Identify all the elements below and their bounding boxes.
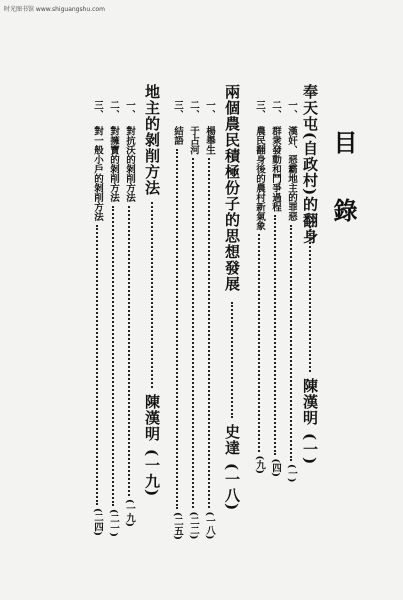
section-2-3-title: 結語: [172, 126, 183, 146]
section-1-2-num: 二、: [270, 100, 281, 119]
section-1-1-title: 漢奸、惡霸地主的罪惡: [286, 126, 297, 222]
chapter-2-leader: [231, 302, 233, 418]
section-3-3-page: (二四): [92, 507, 103, 536]
section-3-1-title: 對抗沃的剝削方法: [124, 126, 135, 203]
chapter-1-heading: [300, 84, 321, 465]
section-3-3: [90, 100, 104, 536]
chapter-1-page: (一): [301, 432, 319, 465]
section-3-1-num: 一、: [124, 100, 135, 119]
section-3-1-leader: [128, 206, 130, 496]
section-1-1-num: 一、: [286, 100, 297, 119]
chapter-1-title: 奉天屯(自政村)的翻身: [301, 84, 319, 245]
section-1-2: [268, 100, 282, 477]
section-3-1: [122, 100, 136, 527]
chapter-2-author: 史達: [223, 424, 241, 457]
section-1-1-leader: [290, 225, 292, 461]
section-1-2-title: 群衆發動和鬥爭過程: [270, 126, 281, 212]
section-3-3-num: 三、: [92, 100, 103, 119]
chapter-3-heading: [142, 84, 163, 497]
chapter-2-title: 兩個農民積極份子的思想發展: [223, 84, 241, 292]
section-2-2-leader: [192, 158, 194, 508]
section-1-1: [284, 100, 298, 482]
section-2-1-page: (一八): [204, 511, 215, 540]
chapter-2-page: (一八): [223, 462, 241, 511]
chapter-3-leader: [151, 202, 153, 388]
section-2-2-title: 于占河: [188, 126, 199, 155]
chapter-3-page: (一九): [143, 448, 161, 497]
section-2-2-page: (二二): [188, 511, 199, 540]
watermark: 时光图书馆 www.shiguangshu.com: [4, 6, 105, 13]
section-1-3-leader: [258, 234, 260, 452]
section-3-3-title: 對一般小戶的剝削方法: [92, 126, 103, 222]
section-2-3-num: 三、: [172, 100, 183, 119]
section-2-1: [202, 100, 216, 539]
section-1-3-title: 農民翻身後的農村新氣象: [254, 126, 265, 231]
section-1-2-page: (四): [270, 458, 281, 477]
section-2-3: [170, 100, 184, 540]
section-2-1-num: 一、: [204, 100, 215, 119]
section-3-2: [106, 100, 120, 537]
section-1-1-page: (一): [286, 463, 297, 483]
section-2-3-leader: [176, 149, 178, 509]
section-1-3: [252, 100, 266, 474]
section-3-2-page: (二一): [108, 508, 119, 537]
chapter-2-heading: [222, 84, 243, 511]
chapter-1-author: 陳漢明: [301, 378, 319, 427]
section-2-1-title: 楊舉生: [204, 126, 215, 155]
section-2-2-num: 二、: [188, 100, 199, 119]
section-2-3-page: (二五): [172, 511, 183, 540]
section-3-2-title: 對擁寶的剝削方法: [108, 126, 119, 203]
section-3-1-page: (一九): [124, 498, 135, 527]
page-title: 目錄: [329, 130, 358, 266]
section-1-2-leader: [274, 215, 276, 455]
chapter-1-leader: [309, 222, 311, 372]
chapter-3-title: 地主的剝削方法: [143, 84, 161, 196]
section-3-2-num: 二、: [108, 100, 119, 119]
section-2-1-leader: [208, 158, 210, 508]
section-3-2-leader: [112, 206, 114, 506]
section-1-3-num: 三、: [254, 100, 265, 119]
section-2-2: [186, 100, 200, 539]
chapter-3-author: 陳漢明: [143, 394, 161, 443]
section-3-3-leader: [96, 225, 98, 505]
section-1-3-page: (九): [254, 455, 265, 474]
